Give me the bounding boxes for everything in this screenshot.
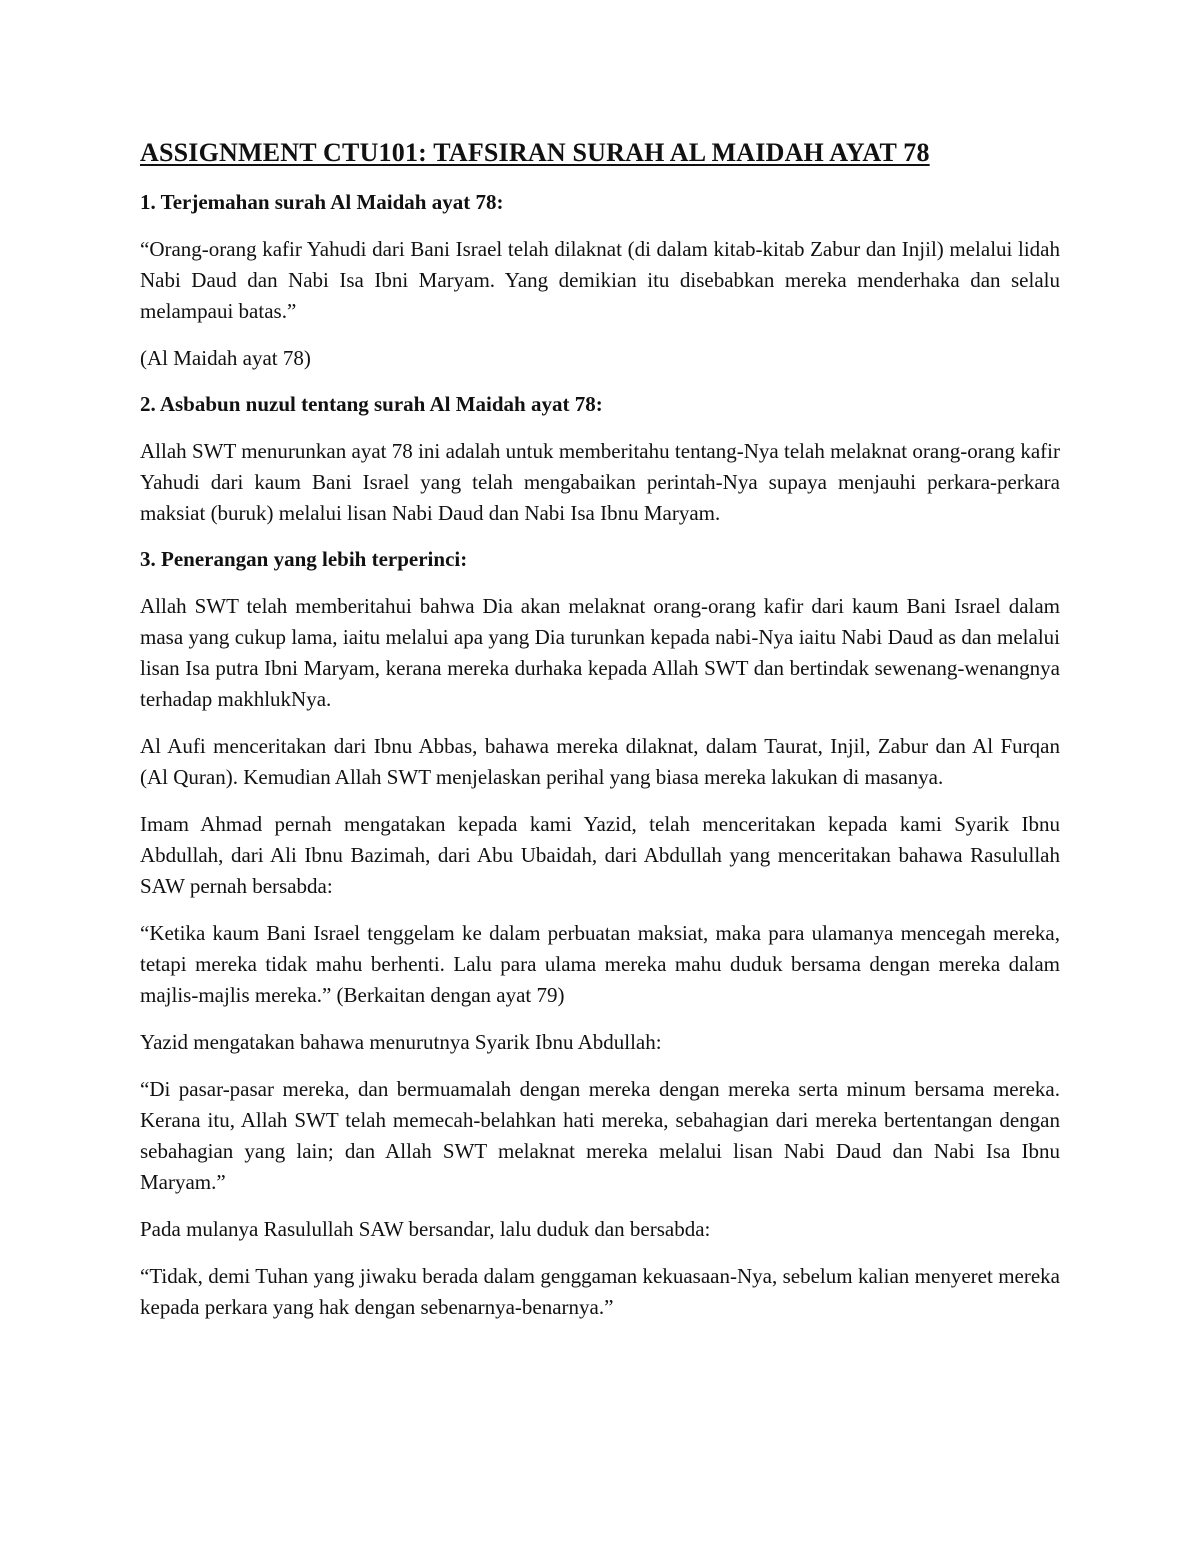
explanation-paragraph: Al Aufi menceritakan dari Ibnu Abbas, bahawa mereka dilaknat, dalam Taurat, Injil, Zabur dan Al Furqan (Al Quran). Kemudian Allah SWT menjelaskan perihal yang biasa mereka lakukan di masanya. bbox=[140, 734, 1060, 789]
document-title: ASSIGNMENT CTU101: TAFSIRAN SURAH AL MAIDAH AYAT 78 bbox=[140, 138, 930, 167]
explanation-paragraph: Pada mulanya Rasulullah SAW bersandar, lalu duduk dan bersabda: bbox=[140, 1217, 711, 1241]
hadith-quote: “Di pasar-pasar mereka, dan bermuamalah dengan mereka dengan mereka serta minum bersama mereka. Kerana itu, Allah SWT telah memecah-belahkan hati mereka, sebahagian dari mereka bertentangan dengan sebahagian yang lain; dan Allah SWT melaknat mereka melalui lisan Nabi Daud dan Nabi Isa Ibnu Maryam.” bbox=[140, 1077, 1060, 1194]
document-page bbox=[140, 138, 1060, 1323]
hadith-quote: “Tidak, demi Tuhan yang jiwaku berada dalam genggaman kekuasaan-Nya, sebelum kalian menyeret mereka kepada perkara yang hak dengan sebenarnya-benarnya.” bbox=[140, 1264, 1060, 1319]
verse-reference: (Al Maidah ayat 78) bbox=[140, 346, 311, 370]
asbabun-nuzul-paragraph: Allah SWT menurunkan ayat 78 ini adalah untuk memberitahu tentang-Nya telah melaknat orang-orang kafir Yahudi dari kaum Bani Israel yang telah mengabaikan perintah-Nya supaya menjauhi perkara-perkara maksiat (buruk) melalui lisan Nabi Daud dan Nabi Isa Ibnu Maryam. bbox=[140, 439, 1060, 525]
explanation-paragraph: Allah SWT telah memberitahui bahwa Dia akan melaknat orang-orang kafir dari kaum Bani Israel dalam masa yang cukup lama, iaitu melalui apa yang Dia turunkan kepada nabi-Nya iaitu Nabi Daud as dan melalui lisan Isa putra Ibni Maryam, kerana mereka durhaka kepada Allah SWT dan bertindak sewenang-wenangnya terhadap makhlukNya. bbox=[140, 594, 1060, 711]
explanation-paragraph: Yazid mengatakan bahawa menurutnya Syarik Ibnu Abdullah: bbox=[140, 1030, 662, 1054]
translation-quote: “Orang-orang kafir Yahudi dari Bani Israel telah dilaknat (di dalam kitab-kitab Zabur dan Injil) melalui lidah Nabi Daud dan Nabi Isa Ibni Maryam. Yang demikian itu disebabkan mereka menderhaka dan selalu melampaui batas.” bbox=[140, 237, 1060, 323]
explanation-paragraph: Imam Ahmad pernah mengatakan kepada kami Yazid, telah menceritakan kepada kami Syarik Ibnu Abdullah, dari Ali Ibnu Bazimah, dari Abu Ubaidah, dari Abdullah yang menceritakan bahawa Rasulullah SAW pernah bersabda: bbox=[140, 812, 1060, 898]
hadith-quote: “Ketika kaum Bani Israel tenggelam ke dalam perbuatan maksiat, maka para ulamanya mencegah mereka, tetapi mereka tidak mahu berhenti. Lalu para ulama mereka mahu duduk bersama dengan mereka dalam majlis-majlis mereka.” (Berkaitan dengan ayat 79) bbox=[140, 921, 1060, 1007]
section-heading-penerangan: 3. Penerangan yang lebih terperinci: bbox=[140, 547, 468, 571]
section-heading-terjemahan: 1. Terjemahan surah Al Maidah ayat 78: bbox=[140, 190, 504, 214]
section-heading-asbabun-nuzul: 2. Asbabun nuzul tentang surah Al Maidah ayat 78: bbox=[140, 392, 603, 416]
